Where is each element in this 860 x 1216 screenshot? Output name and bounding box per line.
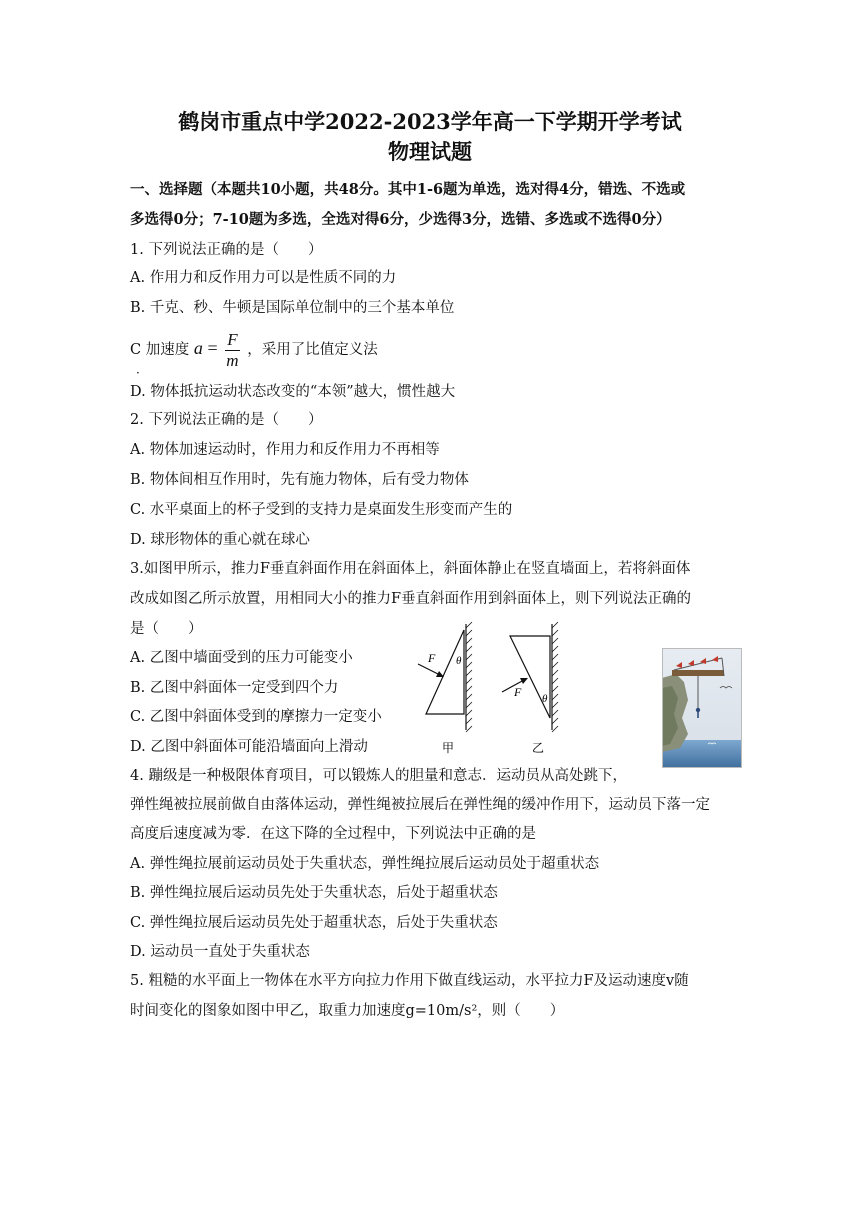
option-c-dot: ·: [136, 366, 140, 380]
yi-force-label: F: [514, 685, 522, 699]
q4-stem-line3: 高度后速度减为零．在这下降的全过程中，下列说法中正确的是: [130, 826, 536, 842]
exam-title: 鹤岗市重点中学2022-2023学年高一下学期开学考试: [178, 109, 682, 134]
q3-option-c: C. 乙图中斜面体受到的摩擦力一定变小: [130, 709, 382, 725]
bungee-illustration: [662, 648, 742, 768]
figure-yi: [502, 622, 558, 755]
section-heading-line1: 一、选择题（本题共10小题，共48分。其中1-6题为单选，选对得4分，错选、不选或: [130, 181, 686, 198]
q4-option-c: C. 弹性绳拉展后运动员先处于超重状态，后处于失重状态: [130, 915, 498, 931]
q4-option-d: D. 运动员一直处于失重状态: [130, 944, 310, 960]
yi-caption: 乙: [532, 741, 545, 755]
q4-option-a: A. 弹性绳拉展前运动员处于失重状态，弹性绳拉展后运动员处于超重状态: [130, 856, 600, 872]
q1-option-c-label: C 加速度: [130, 342, 190, 358]
q4-stem-line2: 弹性绳被拉展前做自由落体运动，弹性绳被拉展后在弹性绳的缓冲作用下，运动员下落一定: [130, 797, 710, 813]
q3-stem-line1: 3.如图甲所示，推力F垂直斜面作用在斜面体上，斜面体静止在竖直墙面上，若将斜面体: [130, 561, 691, 577]
formula-suffix: ，采用了比值定义法: [247, 342, 378, 358]
q3-option-a: A. 乙图中墙面受到的压力可能变小: [130, 650, 353, 666]
formula-fraction: [225, 330, 239, 371]
jia-caption: 甲: [442, 741, 455, 755]
jia-force-label: F: [428, 651, 436, 665]
formula-eq: =: [207, 338, 218, 358]
formula-numerator: F: [227, 329, 238, 349]
yi-angle-label: θ: [542, 693, 548, 705]
q1-option-c: [130, 328, 378, 371]
q3-stem-line3: 是（ ）: [130, 621, 203, 637]
q2-option-c: C. 水平桌面上的杯子受到的支持力是桌面发生形变而产生的: [130, 502, 513, 518]
q2-option-d: D. 球形物体的重心就在球心: [130, 532, 310, 548]
section-heading-line2: 多选得0分；7-10题为多选，全选对得6分，少选得3分，选错、多选或不选得0分）: [130, 211, 671, 228]
q1-option-b: B. 千克、秒、牛顿是国际单位制中的三个基本单位: [130, 300, 455, 316]
q1-stem: 1. 下列说法正确的是（ ）: [130, 242, 323, 258]
q2-stem: 2. 下列说法正确的是（ ）: [130, 412, 323, 428]
exam-subtitle: 物理试题: [388, 139, 472, 164]
q2-option-a: A. 物体加速运动时，作用力和反作用力不再相等: [130, 442, 440, 458]
q3-option-b: B. 乙图中斜面体一定受到四个力: [130, 680, 339, 696]
q2-option-b: B. 物体间相互作用时，先有施力物体，后有受力物体: [130, 472, 469, 488]
q1-option-d: D. 物体抵抗运动状态改变的“本领”越大，惯性越大: [130, 384, 456, 400]
jia-angle-label: θ: [456, 655, 462, 667]
q3-option-d: D. 乙图中斜面体可能沿墙面向上滑动: [130, 739, 368, 755]
formula-denominator: m: [226, 350, 239, 370]
formula-lhs: a: [193, 338, 203, 358]
q1-option-a: A. 作用力和反作用力可以是性质不同的力: [130, 270, 397, 286]
q3-figure: [400, 618, 580, 758]
q4-option-b: B. 弹性绳拉展后运动员先处于失重状态，后处于超重状态: [130, 885, 498, 901]
q4-stem-line1: 4. 蹦级是一种极限体育项目，可以锻炼人的胆量和意志．运动员从高处跳下，: [130, 768, 627, 784]
q5-stem-line2: 时间变化的图象如图中甲乙，取重力加速度g=10m/s²，则（ ）: [130, 1003, 565, 1019]
figure-jia: [418, 622, 472, 755]
q5-stem-line1: 5. 粗糙的水平面上一物体在水平方向拉力作用下做直线运动，水平拉力F及运动速度v随: [130, 973, 689, 989]
q3-stem-line2: 改成如图乙所示放置，用相同大小的推力F垂直斜面作用到斜面体上，则下列说法正确的: [130, 591, 692, 607]
